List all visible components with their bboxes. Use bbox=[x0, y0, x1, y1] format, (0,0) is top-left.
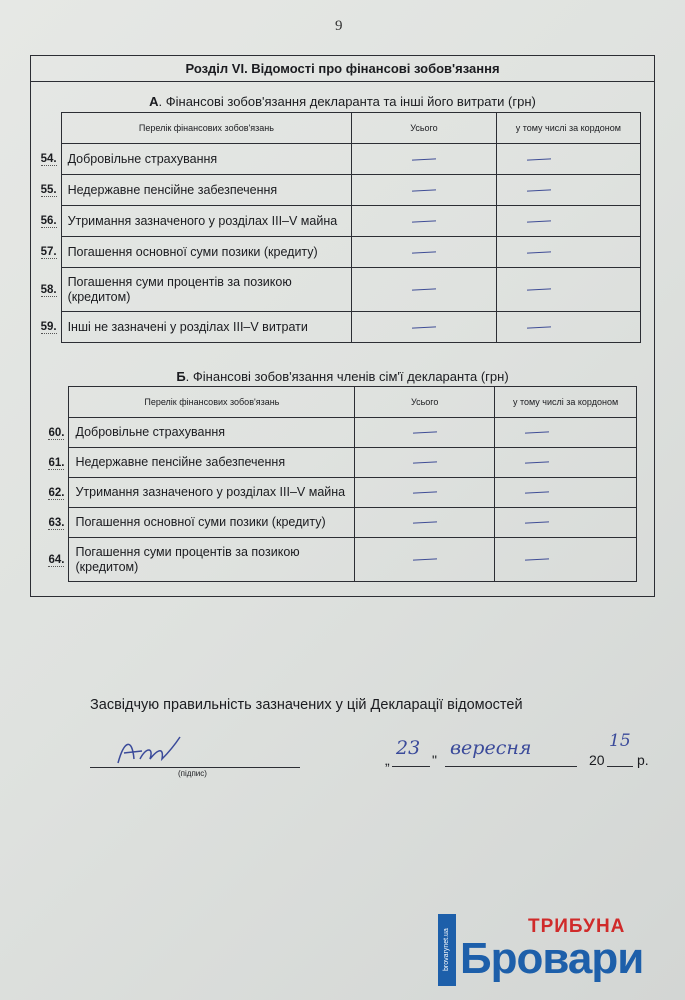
table-header-row bbox=[31, 113, 641, 144]
table-row bbox=[31, 206, 641, 237]
dash-mark bbox=[527, 326, 551, 328]
cell-total[interactable] bbox=[355, 478, 495, 508]
table-row bbox=[39, 448, 637, 478]
quote-open: „ bbox=[385, 752, 390, 768]
signature-line bbox=[90, 767, 300, 768]
row-label: Інші не зазначені у розділах III–V витрати bbox=[61, 312, 352, 343]
table-row bbox=[39, 508, 637, 538]
watermark-logo bbox=[438, 914, 662, 986]
header-total: Усього bbox=[355, 387, 495, 418]
row-label: Погашення основної суми позики (кредиту) bbox=[61, 237, 352, 268]
dash-mark bbox=[527, 288, 551, 290]
quote-close: " bbox=[432, 752, 437, 768]
header-abroad: у тому числі за кордоном bbox=[496, 113, 640, 144]
row-number: 57. bbox=[40, 246, 57, 258]
dash-mark bbox=[412, 288, 436, 290]
row-label: Утримання зазначеного у розділах III–V майна bbox=[69, 478, 355, 508]
table-row bbox=[31, 144, 641, 175]
part-b-title-text: . Фінансові зобов'язання членів сім'ї декларанта (грн) bbox=[185, 369, 509, 384]
year-prefix: 20 bbox=[589, 752, 605, 768]
signature-caption: (підпис) bbox=[178, 769, 207, 778]
day-underline bbox=[392, 766, 430, 767]
row-label: Утримання зазначеного у розділах III–V майна bbox=[61, 206, 352, 237]
cell-total[interactable] bbox=[355, 448, 495, 478]
table-row bbox=[39, 538, 637, 582]
header-spacer bbox=[39, 387, 69, 418]
dash-mark bbox=[525, 491, 549, 493]
cell-total[interactable] bbox=[355, 418, 495, 448]
watermark-site: brovarynet.ua bbox=[438, 914, 456, 986]
year-suffix: 15 bbox=[609, 731, 631, 751]
row-label: Недержавне пенсійне забезпечення bbox=[69, 448, 355, 478]
cell-abroad[interactable] bbox=[496, 237, 640, 268]
dash-mark bbox=[413, 461, 437, 463]
header-abroad: у тому числі за кордоном bbox=[495, 387, 637, 418]
table-row bbox=[31, 175, 641, 206]
cell-total[interactable] bbox=[352, 144, 496, 175]
cell-abroad[interactable] bbox=[496, 268, 640, 312]
row-number: 60. bbox=[48, 426, 65, 439]
row-number: 58. bbox=[40, 283, 57, 296]
cell-abroad[interactable] bbox=[496, 175, 640, 206]
dash-mark bbox=[525, 461, 549, 463]
cell-abroad[interactable] bbox=[496, 206, 640, 237]
dash-mark bbox=[525, 431, 549, 433]
dash-mark bbox=[413, 558, 437, 560]
part-a-title bbox=[31, 94, 654, 109]
row-label: Погашення суми процентів за позикою (кредитом) bbox=[69, 538, 355, 582]
cell-abroad[interactable] bbox=[496, 144, 640, 175]
row-number: 63. bbox=[48, 516, 65, 529]
part-a-title-text: . Фінансові зобов'язання декларанта та інші його витрати (грн) bbox=[158, 94, 536, 109]
row-number: 62. bbox=[48, 486, 65, 499]
watermark-main: Бровари bbox=[460, 934, 644, 983]
year-unit: р. bbox=[637, 752, 649, 768]
cell-total[interactable] bbox=[352, 175, 496, 206]
dash-mark bbox=[527, 189, 551, 191]
row-label: Погашення суми процентів за позикою (кредитом) bbox=[61, 268, 352, 312]
header-total: Усього bbox=[352, 113, 496, 144]
cell-total[interactable] bbox=[352, 237, 496, 268]
cell-total[interactable] bbox=[355, 538, 495, 582]
dash-mark bbox=[412, 326, 436, 328]
section-title: Розділ VI. Відомості про фінансові зобов'язання bbox=[31, 56, 654, 82]
row-label: Добровільне страхування bbox=[69, 418, 355, 448]
table-row bbox=[31, 268, 641, 312]
part-b-letter: Б bbox=[176, 369, 186, 384]
row-label: Погашення основної суми позики (кредиту) bbox=[69, 508, 355, 538]
table-header-row bbox=[39, 387, 637, 418]
table-row bbox=[31, 237, 641, 268]
part-a-letter: А bbox=[149, 94, 159, 109]
dash-mark bbox=[413, 491, 437, 493]
table-part-a bbox=[31, 112, 641, 343]
row-label: Добровільне страхування bbox=[61, 144, 352, 175]
certification-text: Засвідчую правильність зазначених у цій Декларації відомостей bbox=[90, 697, 523, 713]
dash-mark bbox=[525, 521, 549, 523]
row-number: 54. bbox=[40, 153, 57, 165]
cell-abroad[interactable] bbox=[495, 538, 637, 582]
table-row bbox=[31, 312, 641, 343]
row-label: Недержавне пенсійне забезпечення bbox=[61, 175, 352, 206]
section-frame bbox=[30, 55, 655, 597]
year-underline bbox=[607, 766, 633, 767]
dash-mark bbox=[412, 220, 436, 222]
watermark-top: ТРИБУНА bbox=[528, 916, 626, 937]
dash-mark bbox=[412, 158, 436, 160]
row-number: 64. bbox=[48, 553, 65, 566]
header-list: Перелік фінансових зобов'язань bbox=[61, 113, 352, 144]
cell-total[interactable] bbox=[355, 508, 495, 538]
dash-mark bbox=[412, 251, 436, 253]
dash-mark bbox=[413, 431, 437, 433]
date-day: 23 bbox=[396, 737, 421, 759]
row-number: 59. bbox=[40, 321, 57, 333]
month-underline bbox=[445, 766, 577, 767]
header-spacer bbox=[31, 113, 61, 144]
cell-abroad[interactable] bbox=[495, 478, 637, 508]
row-number: 56. bbox=[40, 215, 57, 227]
dash-mark bbox=[413, 521, 437, 523]
part-b-title bbox=[31, 369, 654, 384]
table-row bbox=[39, 418, 637, 448]
cell-total[interactable] bbox=[352, 312, 496, 343]
dash-mark bbox=[412, 189, 436, 191]
cell-abroad[interactable] bbox=[495, 418, 637, 448]
cell-abroad[interactable] bbox=[496, 312, 640, 343]
header-list: Перелік фінансових зобов'язань bbox=[69, 387, 355, 418]
cell-total[interactable] bbox=[352, 268, 496, 312]
page-number: 9 bbox=[335, 18, 343, 34]
dash-mark bbox=[527, 251, 551, 253]
dash-mark bbox=[525, 558, 549, 560]
table-row bbox=[39, 478, 637, 508]
row-number: 55. bbox=[40, 184, 57, 196]
dash-mark bbox=[527, 220, 551, 222]
dash-mark bbox=[527, 158, 551, 160]
cell-total[interactable] bbox=[352, 206, 496, 237]
cell-abroad[interactable] bbox=[495, 448, 637, 478]
cell-abroad[interactable] bbox=[495, 508, 637, 538]
date-month: вересня bbox=[450, 737, 532, 759]
row-number: 61. bbox=[48, 456, 65, 469]
table-part-b bbox=[39, 386, 637, 582]
signature-image bbox=[110, 733, 200, 769]
